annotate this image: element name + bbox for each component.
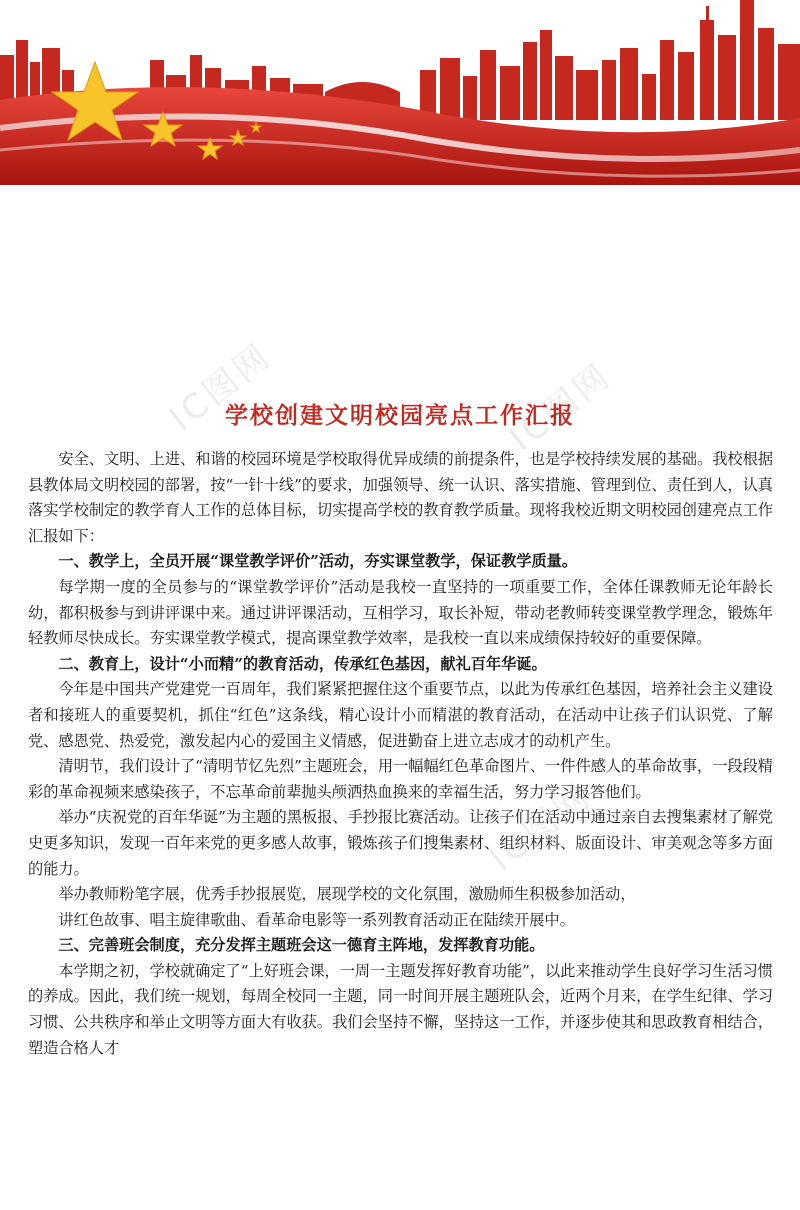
paragraph: 今年是中国共产党建党一百周年，我们紧紧把握住这个重要节点，以此为传承红色基因，培养社会主义建设者和接班人的重要契机，抓住“红色”这条线，精心设计小而精湛的教育活动，在活动中让孩子们认识党、了解党、感恩党、热爱党，激发起内心的爱国主义情感，促进勤奋上进立志成才的动机产生。 <box>28 680 773 750</box>
paragraph: 举办教师粉笔字展，优秀手抄报展览，展现学校的文化氛围，激励师生积极参加活动， <box>58 885 636 904</box>
paragraph: 安全、文明、上进、和谐的校园环境是学校取得优异成绩的前提条件，也是学校持续发展的基础。我校根据县教体局文明校园的部署，按“一针十线”的要求，加强领导、统一认识、落实措施、管理到位、责任到人，认真落实学校制定的教学育人工作的总体目标，切实提高学校的教育教学质量。现将我校近期文明校园创建亮点工作汇报如下： <box>28 450 773 545</box>
page-title: 学校创建文明校园亮点工作汇报 <box>225 402 575 429</box>
section-heading: 一、教学上，全员开展“课堂教学评价”活动，夯实课堂教学，保证教学质量。 <box>58 552 578 571</box>
paragraph: 本学期之初，学校就确定了“上好班会课，一周一主题发挥好教育功能”，以此来推动学生良好学习生活习惯的养成。因此，我们统一规划，每周全校同一主题，同一时间开展主题班队会，近两个月来，在学生纪律、学习习惯、公共秩序和举止文明等方面大有收获。我们会坚持不懈，坚持这一工作，并逐步使其和思政教育相结合，塑造合格人才 <box>28 961 773 1057</box>
report-body <box>28 447 773 1061</box>
header-banner <box>0 0 800 185</box>
paragraph: 清明节，我们设计了“清明节忆先烈”主题班会，用一幅幅红色革命图片、一件件感人的革命故事，一段段精彩的革命视频来感染孩子，不忘革命前辈抛头颅洒热血换来的幸福生活，努力学习报答他们。 <box>28 757 773 801</box>
banner-graphic <box>0 0 800 185</box>
watermark: IC图网 <box>162 335 280 440</box>
section-heading: 二、教育上，设计“小而精”的教育活动，传承红色基因，献礼百年华诞。 <box>58 654 547 673</box>
paragraph: 举办“庆祝党的百年华诞”为主题的黑板报、手抄报比赛活动。让孩子们在活动中通过亲自去搜集素材了解党史更多知识，发现一百年来党的更多感人故事，锻炼孩子们搜集素材、组织材料、版面设计、审美观念等多方面的能力。 <box>28 808 773 878</box>
watermark: IC图网 <box>482 775 600 880</box>
watermark: IC图网 <box>502 355 620 460</box>
paragraph: 每学期一度的全员参与的“课堂教学评价”活动是我校一直坚持的一项重要工作，全体任课教师无论年龄长幼，都积极参与到讲评课中来。通过讲评课活动，互相学习，取长补短，带动老教师转变课堂教学理念，锻炼年轻教师尽快成长。夯实课堂教学模式，提高课堂教学效率，是我校一直以来成绩保持较好的重要保障。 <box>28 577 773 648</box>
paragraph: 讲红色故事、唱主旋律歌曲、看革命电影等一系列教育活动正在陆续开展中。 <box>58 910 575 929</box>
section-heading: 三、完善班会制度，充分发挥主题班会这一德育主阵地，发挥教育功能。 <box>58 936 545 955</box>
